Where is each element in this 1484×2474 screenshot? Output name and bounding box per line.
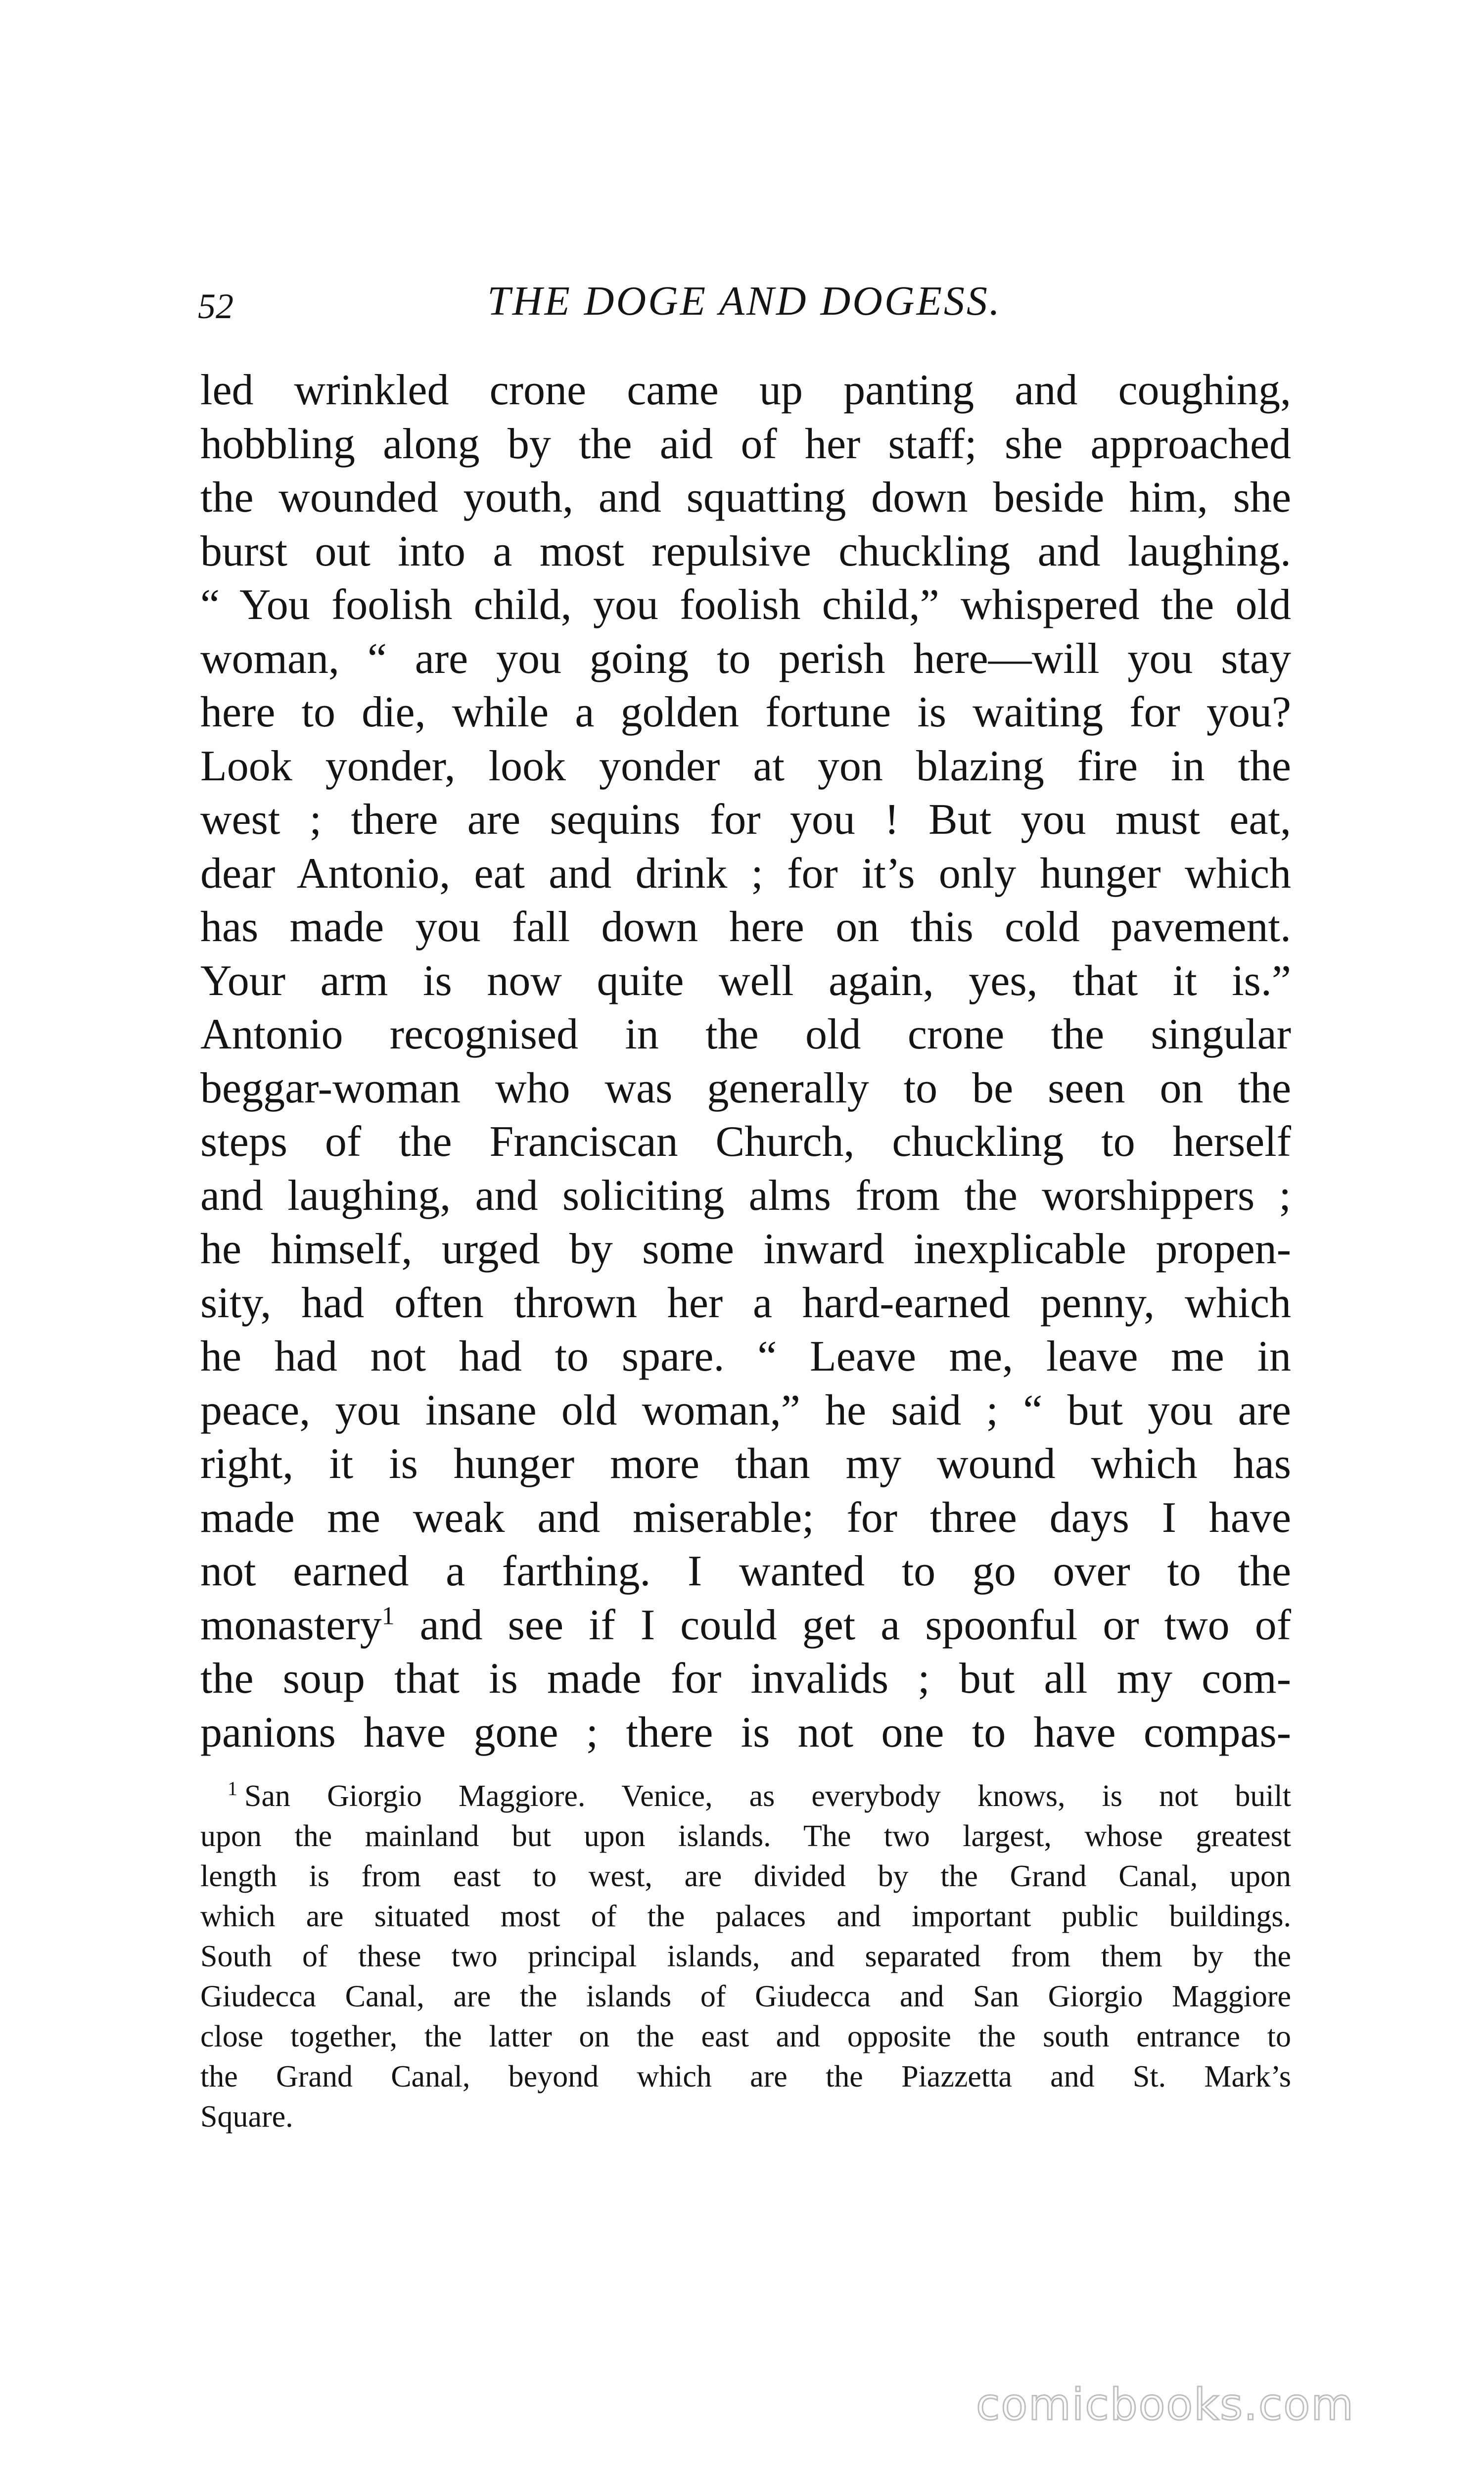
footnote-reference[interactable]: 1 [381,1602,395,1630]
text-line: not earned a farthing. I wanted to go over to the [200,1547,1291,1595]
text-line: made me weak and miserable; for three days I have [200,1493,1291,1542]
footnote-line: Giudecca Canal, are the islands of Giudecca and San Giorgio Maggiore [200,1980,1291,2013]
text-line: panions have gone ; there is not one to have compas- [200,1708,1291,1757]
watermark: comicbooks.com [975,2379,1354,2430]
page-number: 52 [198,286,233,326]
text-line: he himself, urged by some inward inexplicable propen- [200,1225,1291,1273]
text-line: Your arm is now quite well again, yes, that it is.” [200,956,1291,1005]
text-line: dear Antonio, eat and drink ; for it’s only hunger which [200,849,1291,898]
footnote-line: which are situated most of the palaces and important public buildings. [200,1900,1291,1933]
text-line: led wrinkled crone came up panting and coughing, [200,366,1291,414]
text-line: “ You foolish child, you foolish child,” whispered the old [200,581,1291,629]
text-line: sity, had often thrown her a hard-earned penny, which [200,1279,1291,1327]
text-line: the soup that is made for invalids ; but all my com- [200,1655,1291,1703]
running-head [198,277,1291,332]
text-line: steps of the Franciscan Church, chuckling to herself [200,1118,1291,1166]
text-line: has made you fall down here on this cold pavement. [200,903,1291,951]
text-line-with-footnote-ref [200,1599,1291,1653]
text-line: peace, you insane old woman,” he said ; “ but you are [200,1386,1291,1434]
footnote-line: Square. [200,2100,293,2134]
text-line: here to die, while a golden fortune is waiting for you? [200,688,1291,736]
text-fragment: and see if I could get a spoonful or two of [394,1601,1291,1649]
footnote-line [200,1776,1291,1816]
footnote-line: length is from east to west, are divided by the Grand Canal, upon [200,1859,1291,1893]
footnote-line: close together, the latter on the east and opposite the south entrance to [200,2020,1291,2053]
text-line: and laughing, and soliciting alms from the worshippers ; [200,1171,1291,1220]
text-line: he had not had to spare. “ Leave me, leave me in [200,1332,1291,1380]
text-line: west ; there are sequins for you ! But you must eat, [200,796,1291,844]
text-line: Look yonder, look yonder at yon blazing fire in the [200,742,1291,790]
text-line: woman, “ are you going to perish here—will you stay [200,634,1291,683]
footnote [200,1776,1291,2137]
text-line: burst out into a most repulsive chuckling and laughing. [200,527,1291,575]
body-text [200,364,1291,1760]
text-line: Antonio recognised in the old crone the singular [200,1010,1291,1058]
text-line: right, it is hunger more than my wound which has [200,1440,1291,1488]
footnote-text: San Giorgio Maggiore. Venice, as everybody knows, is not built [244,1779,1291,1813]
footnote-line: South of these two principal islands, and separated from them by the [200,1940,1291,1973]
footnote-line: the Grand Canal, beyond which are the Piazzetta and St. Mark’s [200,2060,1291,2093]
footnote-line: upon the mainland but upon islands. The two largest, whose greatest [200,1819,1291,1853]
text-line: the wounded youth, and squatting down beside him, she [200,474,1291,522]
footnote-mark: 1 [228,1777,237,1800]
text-line: hobbling along by the aid of her staff; she approached [200,420,1291,468]
text-line: beggar-woman who was generally to be seen on the [200,1064,1291,1112]
text-fragment: monastery [200,1601,382,1649]
running-title: THE DOGE AND DOGESS. [487,278,1002,324]
